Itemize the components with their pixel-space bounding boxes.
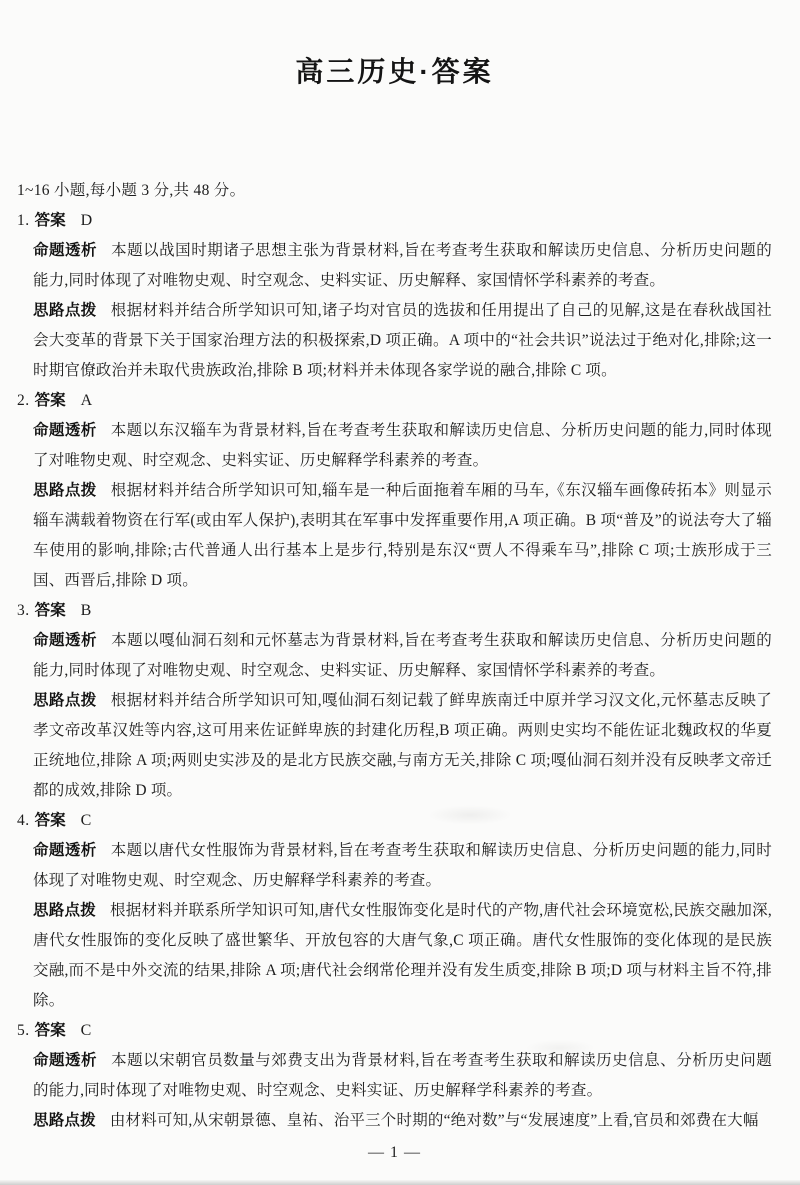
answer-label: 答案 (34, 212, 66, 229)
page-number-footer: — 1 — (368, 1144, 421, 1161)
answer-line (17, 386, 772, 416)
question-number: 2. (17, 392, 30, 409)
intro-line: 1~16 小题,每小题 3 分,共 48 分。 (17, 182, 246, 199)
answer-line (17, 806, 772, 836)
question-number: 3. (17, 602, 30, 619)
tips-label: 思路点拨 (33, 302, 97, 319)
tips-label: 思路点拨 (33, 1112, 96, 1129)
question-1-block (17, 206, 772, 386)
answer-label: 答案 (34, 602, 66, 619)
analysis-paragraph (33, 416, 772, 476)
analysis-label: 命题透析 (33, 842, 97, 859)
question-4-block (17, 806, 772, 1016)
analysis-text: 本题以嘎仙洞石刻和元怀墓志为背景材料,旨在考查考生获取和解读历史信息、分析历史问题的能力,同时体现了对唯物史观、时空观念、史料实证、历史解释、家国情怀学科素养的考查。 (33, 632, 772, 679)
analysis-paragraph (33, 626, 772, 686)
analysis-text: 本题以战国时期诸子思想主张为背景材料,旨在考查考生获取和解读历史信息、分析历史问题的能力,同时体现了对唯物史观、时空观念、史料实证、历史解释、家国情怀学科素养的考查。 (33, 242, 772, 289)
question-3-block (17, 596, 772, 806)
analysis-text: 本题以唐代女性服饰为背景材料,旨在考查考生获取和解读历史信息、分析历史问题的能力,同时体现了对唯物史观、时空观念、历史解释学科素养的考查。 (33, 842, 772, 889)
answer-letter: A (80, 392, 93, 409)
answer-label: 答案 (34, 812, 66, 829)
tips-text: 根据材料并结合所学知识可知,嘎仙洞石刻记载了鲜卑族南迁中原并学习汉文化,元怀墓志反映了孝文帝改革汉姓等内容,这可用来佐证鲜卑族的封建化历程,B 项正确。两则史实均不能佐证北魏政权的华夏正统地位,排除 A 项;两则史实涉及的是北方民族交融,与南方无关,排除 C 项;嘎仙洞石刻并没有反映孝文帝迁都的成效,排除 D 项。 (33, 692, 772, 799)
tips-paragraph (33, 1106, 772, 1136)
tips-paragraph (33, 896, 772, 1016)
tips-text: 根据材料并联系所学知识可知,唐代女性服饰变化是时代的产物,唐代社会环境宽松,民族交融加深,唐代女性服饰的变化反映了盛世繁华、开放包容的大唐气象,C 项正确。唐代女性服饰的变化体现的是民族交融,而不是中外交流的结果,排除 A 项;唐代社会纲常伦理并没有发生质变,排除 B 项;D 项与材料主旨不符,排除。 (33, 902, 772, 1009)
tips-text: 根据材料并结合所学知识可知,诸子均对官员的选拔和任用提出了自己的见解,这是在春秋战国社会大变革的背景下关于国家治理方法的积极探索,D 项正确。A 项中的“社会共识”说法过于绝对化,排除;这一时期官僚政治并未取代贵族政治,排除 B 项;材料并未体现各家学说的融合,排除 C 项。 (33, 302, 772, 379)
analysis-paragraph (33, 236, 772, 296)
tips-label: 思路点拨 (33, 692, 97, 709)
question-number: 4. (17, 812, 30, 829)
analysis-label: 命题透析 (33, 422, 97, 439)
question-5-block (17, 1016, 772, 1136)
answer-label: 答案 (34, 392, 66, 409)
scan-edge-shadow (0, 1180, 800, 1185)
tips-text: 由材料可知,从宋朝景德、皇祐、治平三个时期的“绝对数”与“发展速度”上看,官员和郊费在大幅 (109, 1112, 759, 1129)
answer-line (17, 596, 772, 626)
answer-letter: C (80, 812, 92, 829)
analysis-paragraph (33, 1046, 772, 1106)
question-2-block (17, 386, 772, 596)
answer-letter: B (80, 602, 92, 619)
question-number: 1. (17, 212, 30, 229)
answer-line (17, 1016, 772, 1046)
tips-label: 思路点拨 (33, 902, 96, 919)
tips-label: 思路点拨 (33, 482, 97, 499)
tips-paragraph (33, 296, 772, 386)
analysis-text: 本题以东汉辎车为背景材料,旨在考查考生获取和解读历史信息、分析历史问题的能力,同时体现了对唯物史观、时空观念、史料实证、历史解释学科素养的考查。 (33, 422, 772, 469)
tips-text: 根据材料并结合所学知识可知,辎车是一种后面拖着车厢的马车,《东汉辎车画像砖拓本》则显示辎车满载着物资在行军(或由军人保护),表明其在军事中发挥重要作用,A 项正确。B 项“普及”的说法夸大了辎车使用的影响,排除;古代普通人出行基本上是步行,特别是东汉“贾人不得乘车马”,排除 C 项;士族形成于三国、西晋后,排除 D 项。 (33, 482, 772, 589)
tips-paragraph (33, 686, 772, 806)
analysis-text: 本题以宋朝官员数量与郊费支出为背景材料,旨在考查考生获取和解读历史信息、分析历史问题的能力,同时体现了对唯物史观、时空观念、史料实证、历史解释学科素养的考查。 (33, 1052, 772, 1099)
answer-label: 答案 (34, 1022, 66, 1039)
answer-letter: C (80, 1022, 92, 1039)
answer-letter: D (80, 212, 93, 229)
analysis-paragraph (33, 836, 772, 896)
answer-line (17, 206, 772, 236)
tips-paragraph (33, 476, 772, 596)
analysis-label: 命题透析 (33, 1052, 98, 1069)
analysis-label: 命题透析 (33, 632, 98, 649)
analysis-label: 命题透析 (33, 242, 98, 259)
page-title: 高三历史·答案 (295, 56, 494, 87)
question-number: 5. (17, 1022, 30, 1039)
